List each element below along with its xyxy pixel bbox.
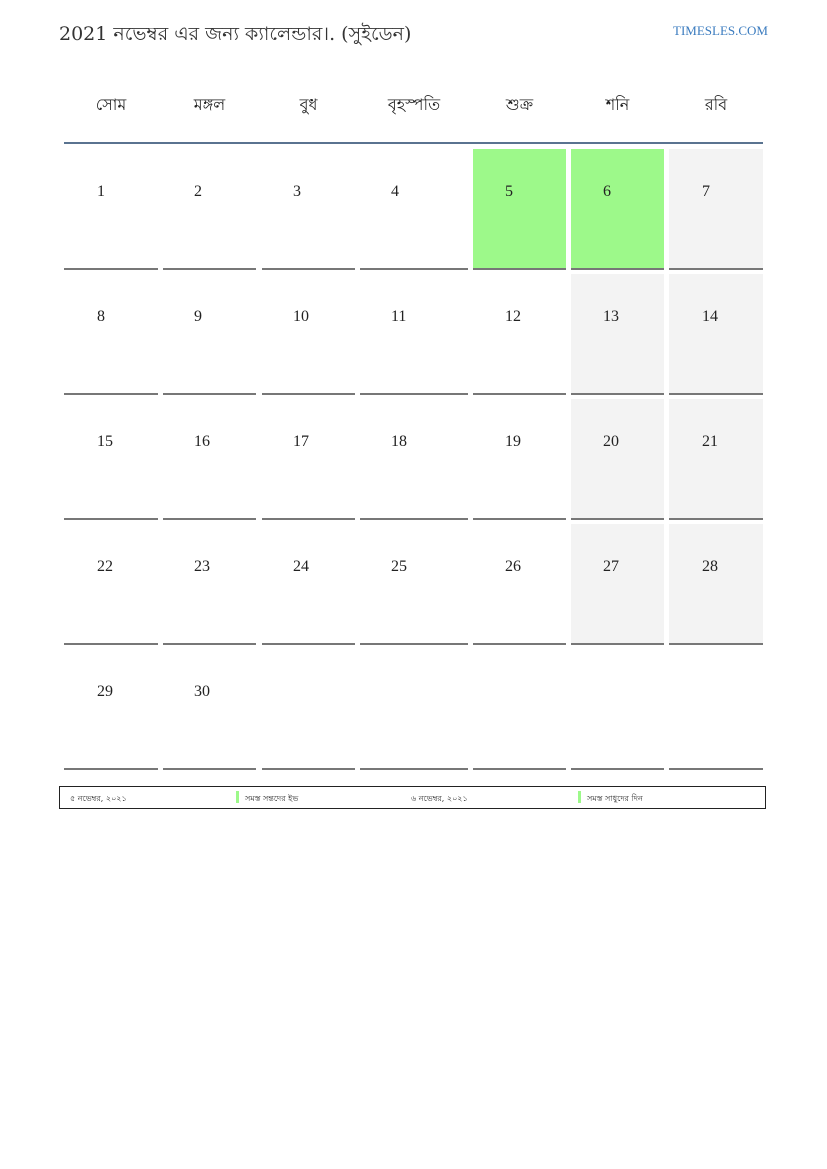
day-cell[interactable]	[571, 399, 664, 520]
day-cell[interactable]	[163, 399, 256, 520]
day-cell-underline	[669, 393, 763, 395]
weekday-header-2: মঙ্গল	[193, 95, 226, 114]
day-cell-underline	[571, 643, 664, 645]
day-cell[interactable]	[571, 274, 664, 395]
day-cell-underline	[571, 768, 664, 770]
day-number: 23	[194, 558, 210, 575]
day-cell[interactable]	[360, 399, 468, 520]
day-number: 14	[702, 308, 718, 325]
day-cell-background	[163, 149, 256, 270]
weekday-header-4: বৃহস্পতি	[387, 95, 441, 114]
day-number: 5	[505, 183, 513, 200]
header-divider	[64, 142, 763, 144]
day-cell[interactable]	[473, 149, 566, 270]
day-cell-underline	[669, 643, 763, 645]
day-cell	[571, 649, 664, 770]
day-number: 8	[97, 308, 105, 325]
day-cell-background	[360, 274, 468, 395]
legend-name-2: সমস্ত সাধুদের দিন	[587, 794, 643, 803]
day-number: 11	[391, 308, 407, 325]
day-cell-background	[262, 524, 355, 645]
day-cell[interactable]	[163, 274, 256, 395]
day-cell[interactable]	[262, 149, 355, 270]
day-cell[interactable]	[64, 649, 158, 770]
day-cell-background	[669, 399, 763, 520]
day-cell-underline	[473, 768, 566, 770]
day-cell-background	[669, 524, 763, 645]
day-number: 18	[391, 433, 407, 450]
day-cell-underline	[262, 268, 355, 270]
weekday-header-6: শনি	[605, 95, 630, 114]
day-number: 6	[603, 183, 611, 200]
day-number: 2	[194, 183, 202, 200]
day-cell-background	[473, 524, 566, 645]
day-number: 21	[702, 433, 718, 450]
day-cell-background	[262, 274, 355, 395]
day-cell-background	[473, 649, 566, 770]
day-cell-background	[163, 399, 256, 520]
day-number: 1	[97, 183, 105, 200]
day-cell[interactable]	[360, 149, 468, 270]
day-cell-background	[163, 524, 256, 645]
day-cell-underline	[360, 393, 468, 395]
day-number: 16	[194, 433, 210, 450]
day-cell-background	[64, 649, 158, 770]
day-number: 24	[293, 558, 309, 575]
day-cell-background	[669, 649, 763, 770]
day-cell-underline	[360, 268, 468, 270]
day-cell-background	[262, 149, 355, 270]
day-cell-underline	[163, 768, 256, 770]
day-cell-background	[163, 274, 256, 395]
day-cell-background	[473, 149, 566, 270]
day-cell-background	[571, 399, 664, 520]
weekday-header-7: রবি	[704, 95, 728, 114]
day-cell-background	[571, 524, 664, 645]
day-cell-underline	[163, 393, 256, 395]
day-cell-underline	[669, 268, 763, 270]
day-cell[interactable]	[571, 149, 664, 270]
day-cell[interactable]	[473, 274, 566, 395]
day-number: 22	[97, 558, 113, 575]
day-cell-background	[64, 399, 158, 520]
day-cell-background	[571, 649, 664, 770]
day-cell-underline	[473, 518, 566, 520]
legend-name-1: সমস্ত সন্তদের ইভ	[245, 794, 299, 803]
day-cell[interactable]	[360, 274, 468, 395]
day-cell-background	[163, 649, 256, 770]
day-cell-background	[262, 399, 355, 520]
day-number: 4	[391, 183, 399, 200]
day-number: 12	[505, 308, 521, 325]
day-cell-underline	[473, 393, 566, 395]
day-cell-background	[360, 524, 468, 645]
day-cell[interactable]	[262, 524, 355, 645]
day-cell[interactable]	[262, 399, 355, 520]
day-cell-underline	[262, 768, 355, 770]
day-cell	[262, 649, 355, 770]
day-cell[interactable]	[64, 274, 158, 395]
day-cell-background	[64, 524, 158, 645]
day-cell-background	[571, 274, 664, 395]
legend-date-2: ৬ নভেম্বর, ২০২১	[411, 794, 468, 803]
day-cell-underline	[64, 268, 158, 270]
day-cell-underline	[571, 393, 664, 395]
day-cell-underline	[360, 643, 468, 645]
day-cell-underline	[163, 268, 256, 270]
day-cell-underline	[473, 268, 566, 270]
day-cell-underline	[64, 393, 158, 395]
day-cell-underline	[360, 768, 468, 770]
day-number: 30	[194, 683, 210, 700]
day-number: 17	[293, 433, 309, 450]
day-number: 10	[293, 308, 309, 325]
day-cell[interactable]	[473, 399, 566, 520]
page-title: 2021 নভেম্বর এর জন্য ক্যালেন্ডার।. (সুইডেন)	[59, 23, 412, 45]
day-number: 28	[702, 558, 718, 575]
day-cell-background	[360, 149, 468, 270]
day-cell-background	[669, 274, 763, 395]
day-cell-background	[473, 274, 566, 395]
day-cell-underline	[669, 518, 763, 520]
day-number: 7	[702, 183, 710, 200]
day-cell-background	[669, 149, 763, 270]
day-cell-underline	[64, 768, 158, 770]
day-cell[interactable]	[163, 524, 256, 645]
day-number: 25	[391, 558, 407, 575]
legend-swatch-1	[236, 791, 239, 803]
day-cell-background	[360, 649, 468, 770]
day-cell[interactable]	[669, 399, 763, 520]
legend-date-1: ৫ নভেম্বর, ২০২১	[70, 794, 127, 803]
site-link[interactable]: TIMESLES.COM	[673, 23, 768, 38]
day-cell[interactable]	[473, 524, 566, 645]
day-cell-underline	[64, 518, 158, 520]
day-number: 9	[194, 308, 202, 325]
day-cell-underline	[473, 643, 566, 645]
day-number: 20	[603, 433, 619, 450]
weekday-header-3: বুধ	[299, 95, 318, 114]
day-number: 13	[603, 308, 619, 325]
day-cell-background	[64, 274, 158, 395]
day-cell-underline	[262, 518, 355, 520]
day-cell[interactable]	[360, 524, 468, 645]
day-number: 3	[293, 183, 301, 200]
day-cell-background	[360, 399, 468, 520]
day-cell[interactable]	[163, 649, 256, 770]
day-cell-underline	[64, 643, 158, 645]
day-cell-underline	[163, 643, 256, 645]
day-cell[interactable]	[64, 524, 158, 645]
day-cell[interactable]	[669, 149, 763, 270]
legend-swatch-2	[578, 791, 581, 803]
day-cell	[669, 649, 763, 770]
day-cell-underline	[262, 393, 355, 395]
day-cell-underline	[262, 643, 355, 645]
day-number: 19	[505, 433, 521, 450]
weekday-header-1: সোম	[95, 95, 127, 114]
weekday-header-5: শুক্র	[505, 95, 534, 114]
day-cell[interactable]	[571, 524, 664, 645]
day-cell-underline	[669, 768, 763, 770]
day-cell-background	[64, 149, 158, 270]
weekday-header-row	[64, 92, 763, 116]
day-number: 29	[97, 683, 113, 700]
day-cell-underline	[360, 518, 468, 520]
day-cell-background	[473, 399, 566, 520]
day-cell-underline	[571, 268, 664, 270]
day-cell-background	[262, 649, 355, 770]
day-cell[interactable]	[262, 274, 355, 395]
day-cell-underline	[571, 518, 664, 520]
day-cell[interactable]	[64, 399, 158, 520]
day-number: 26	[505, 558, 521, 575]
day-cell-background	[571, 149, 664, 270]
day-cell[interactable]	[669, 274, 763, 395]
day-cell-underline	[163, 518, 256, 520]
day-cell[interactable]	[64, 149, 158, 270]
day-cell	[473, 649, 566, 770]
holiday-legend	[59, 786, 766, 809]
day-cell[interactable]	[163, 149, 256, 270]
day-number: 27	[603, 558, 619, 575]
day-cell	[360, 649, 468, 770]
day-cell[interactable]	[669, 524, 763, 645]
day-number: 15	[97, 433, 113, 450]
